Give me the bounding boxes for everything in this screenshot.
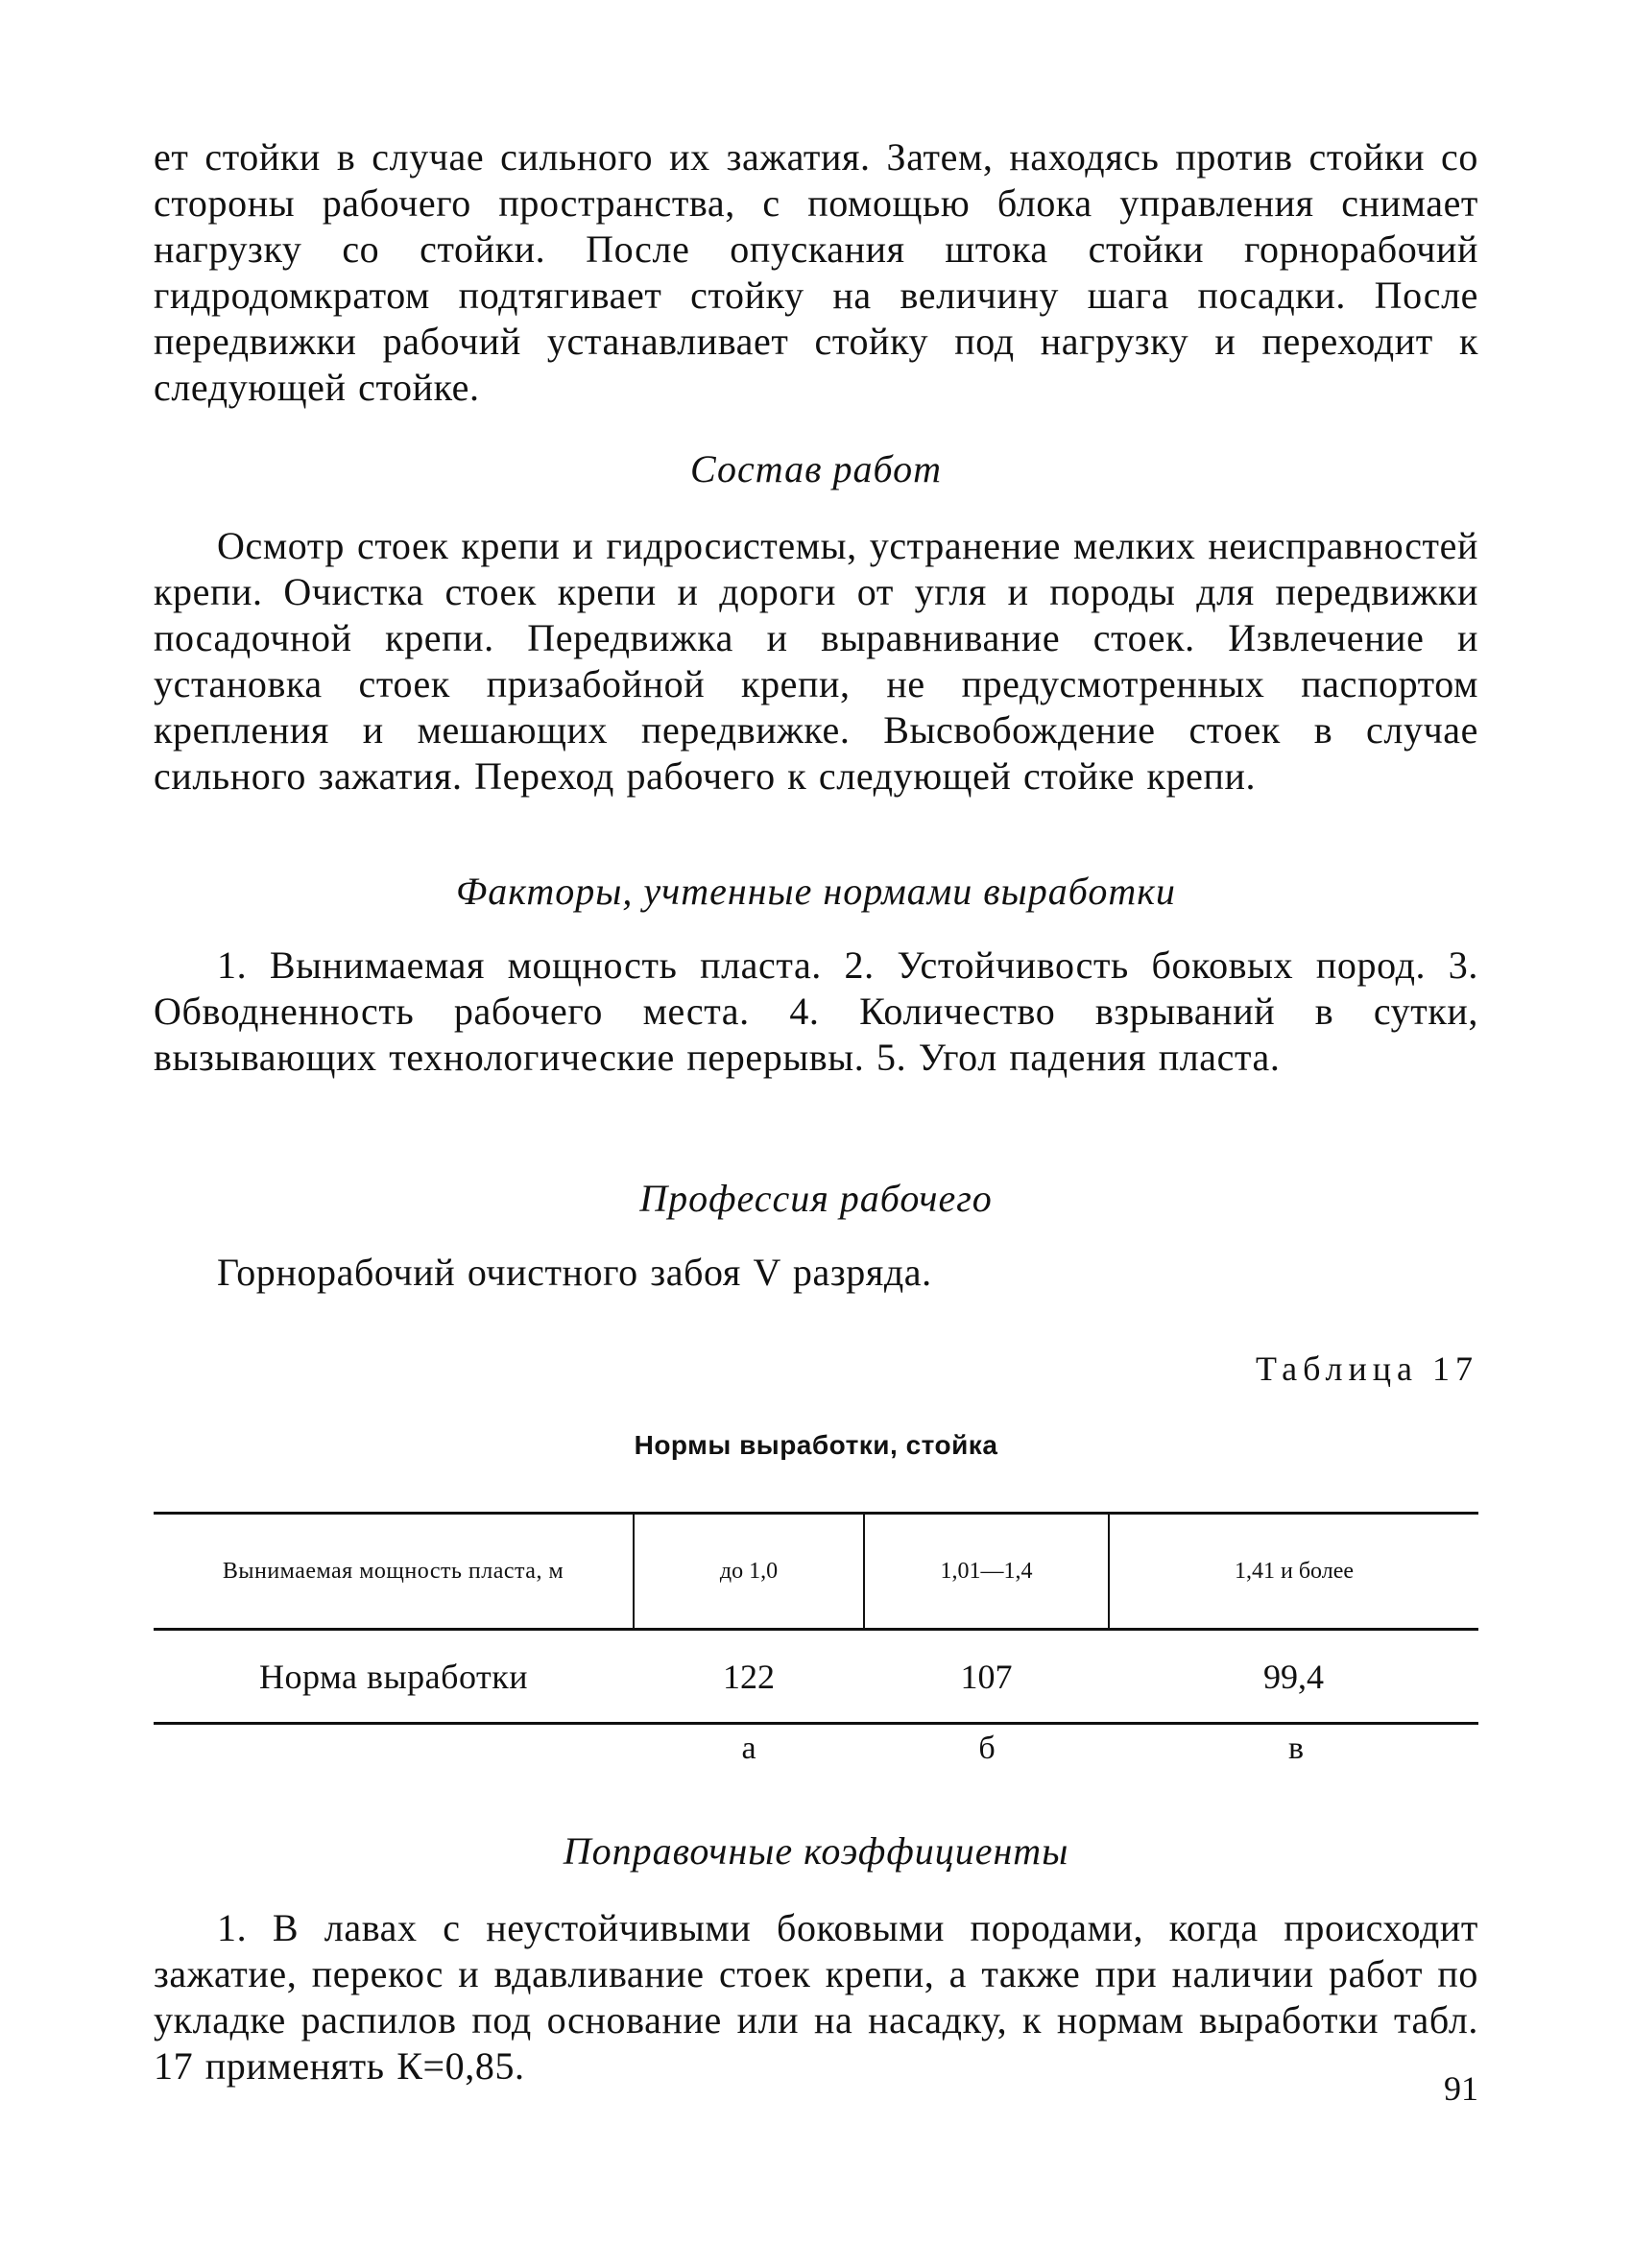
section-text-factors: 1. Вынимаемая мощность пласта. 2. Устойчивость боковых пород. 3. Обводненность рабочего места. 4. Количество взрываний в сутки, вызывающих технологические перерывы. 5. Угол падения пласта. <box>154 943 1478 1079</box>
column-letter: б <box>978 1731 996 1766</box>
section-text-profession: Горнорабочий очистного забоя V разряда. <box>217 1251 932 1294</box>
table-cell: 99,4 <box>1109 1630 1478 1724</box>
column-letter: а <box>741 1731 756 1766</box>
table-column-header: 1,41 и более <box>1109 1514 1478 1630</box>
column-letter: в <box>1287 1731 1305 1766</box>
section-text-work-composition: Осмотр стоек крепи и гидросистемы, устранение мелких неисправностей крепи. Очистка стоек крепи и дороги от угля и породы для передвижки посадочной крепи. Передвижка и выравнивание стоек. Извлечение и установка стоек призабойной крепи, не предусмотренных паспортом крепления и мешающих передвижке. Высвобождение стоек в случае сильного зажатия. Переход рабочего к следующей стойке крепи. <box>154 524 1478 798</box>
norms-table <box>154 1512 1478 1725</box>
table-column-header: 1,01—1,4 <box>864 1514 1109 1630</box>
norms-table-wrapper <box>154 1512 1478 1782</box>
table-header-label: Вынимаемая мощность пласта, м <box>154 1514 634 1630</box>
table-row <box>154 1630 1478 1724</box>
table-title: Нормы выработки, стойка <box>634 1430 998 1460</box>
table-column-header: до 1,0 <box>634 1514 864 1630</box>
section-title-coefficients: Поправочные коэффициенты <box>563 1829 1069 1873</box>
table-cell: 107 <box>864 1630 1109 1724</box>
table-number: Таблица 17 <box>1256 1349 1478 1388</box>
section-text-coefficients: 1. В лавах с неустойчивыми боковыми породами, когда происходит зажатие, перекос и вдавливание стоек крепи, а также при наличии работ по укладке распилов под основание или на насадку, к нормам выработки табл. 17 применять К=0,85. <box>154 1906 1478 2088</box>
table-column-letters <box>154 1725 1478 1782</box>
section-title-factors: Факторы, учтенные нормами выработки <box>456 870 1176 913</box>
table-header-row <box>154 1514 1478 1630</box>
page-number: 91 <box>1444 2069 1478 2108</box>
table-cell: 122 <box>634 1630 864 1724</box>
section-title-work-composition: Состав работ <box>690 447 942 490</box>
table-row-label: Норма выработки <box>154 1630 634 1724</box>
intro-paragraph: ет стойки в случае сильного их зажатия. Затем, находясь против стойки со стороны рабочего пространства, с помощью блока управления снимает нагрузку со стойки. После опускания штока стойки горнорабочий гидродомкратом подтягивает стойку на величину шага посадки. После передвижки рабочий устанавливает стойку под нагрузку и переходит к следующей стойке. <box>154 135 1478 409</box>
section-title-profession: Профессия рабочего <box>639 1177 993 1220</box>
